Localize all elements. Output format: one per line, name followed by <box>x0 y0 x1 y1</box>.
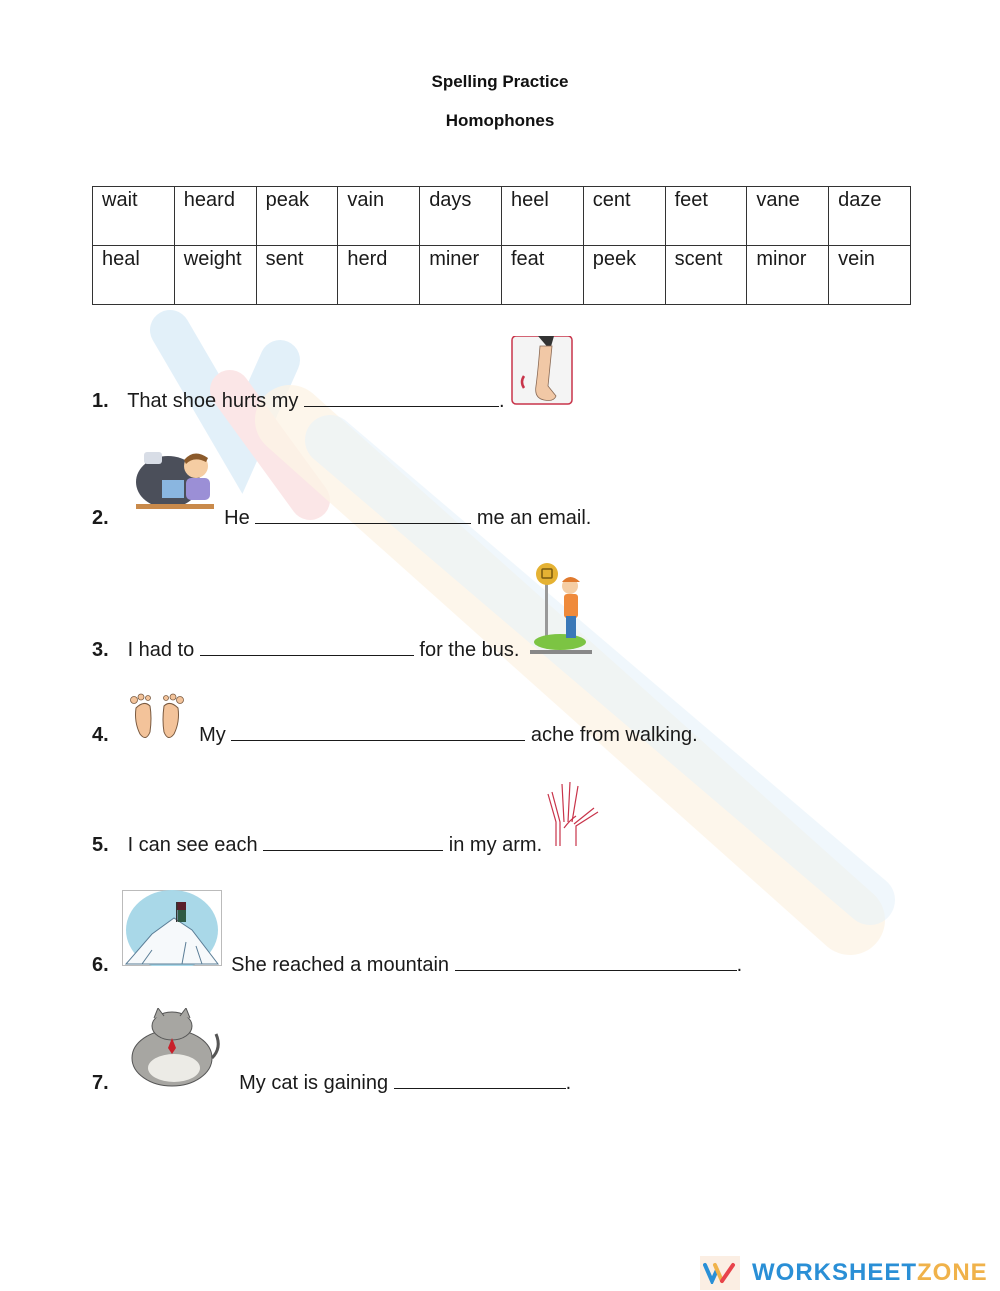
question-text: She reached a mountain <box>231 954 450 976</box>
word-cell: sent <box>256 246 338 305</box>
question-number: 6. <box>92 954 109 976</box>
question-text: I can see each <box>127 834 258 856</box>
question-number: 4. <box>92 724 109 746</box>
question-3 <box>92 637 519 662</box>
question-text-after: . <box>565 1072 572 1094</box>
word-cell: herd <box>338 246 420 305</box>
word-cell: feet <box>665 187 747 246</box>
word-bank-table <box>92 186 911 305</box>
word-cell: peek <box>583 246 665 305</box>
answer-blank[interactable] <box>200 637 414 656</box>
worksheetzone-logo[interactable] <box>700 1255 988 1291</box>
word-bank-row <box>93 246 911 305</box>
word-cell: heal <box>93 246 175 305</box>
question-text-after: me an email. <box>476 507 592 529</box>
question-text-after: . <box>498 390 505 412</box>
word-cell: weight <box>174 246 256 305</box>
page-subtitle: Homophones <box>445 111 555 130</box>
word-cell: scent <box>665 246 747 305</box>
word-cell: vain <box>338 187 420 246</box>
question-text-after: ache from walking. <box>530 724 698 746</box>
word-cell: daze <box>829 187 911 246</box>
question-number: 5. <box>92 834 109 856</box>
question-text: My cat is gaining <box>239 1072 389 1094</box>
hand-veins-image <box>546 778 604 848</box>
boy-at-bus-stop-image <box>530 560 592 656</box>
word-cell: wait <box>93 187 175 246</box>
word-cell: peak <box>256 187 338 246</box>
answer-blank[interactable] <box>304 388 499 407</box>
word-cell: miner <box>420 246 502 305</box>
word-bank-row <box>93 187 911 246</box>
answer-blank[interactable] <box>255 505 471 524</box>
word-cell: cent <box>583 187 665 246</box>
question-number: 7. <box>92 1072 109 1094</box>
question-text: My <box>199 724 226 746</box>
question-text: He <box>224 507 250 529</box>
question-1 <box>92 388 505 413</box>
word-cell: minor <box>747 246 829 305</box>
question-number: 2. <box>92 507 109 529</box>
question-7 <box>92 1070 571 1095</box>
word-cell: days <box>420 187 502 246</box>
answer-blank[interactable] <box>231 722 525 741</box>
brand-name: WORKSHEETZONE <box>752 1259 988 1286</box>
word-cell: heel <box>501 187 583 246</box>
question-number: 3. <box>92 639 109 661</box>
question-text: That shoe hurts my <box>127 390 299 412</box>
question-text-after: for the bus. <box>419 639 520 661</box>
question-number: 1. <box>92 390 109 412</box>
question-2 <box>92 505 591 530</box>
page-title: Spelling Practice <box>431 72 569 91</box>
question-5 <box>92 832 542 857</box>
w-logo-icon <box>700 1256 740 1290</box>
heel-foot-image <box>510 336 574 406</box>
question-4 <box>92 722 698 747</box>
word-cell: vane <box>747 187 829 246</box>
question-text-after: . <box>736 954 743 976</box>
word-cell: vein <box>829 246 911 305</box>
answer-blank[interactable] <box>455 952 737 971</box>
question-6 <box>92 952 742 977</box>
answer-blank[interactable] <box>263 832 443 851</box>
word-cell: feat <box>501 246 583 305</box>
answer-blank[interactable] <box>394 1070 566 1089</box>
question-text-after: in my arm. <box>448 834 543 856</box>
word-cell: heard <box>174 187 256 246</box>
question-text: I had to <box>127 639 195 661</box>
boy-at-computer-image <box>134 448 216 512</box>
